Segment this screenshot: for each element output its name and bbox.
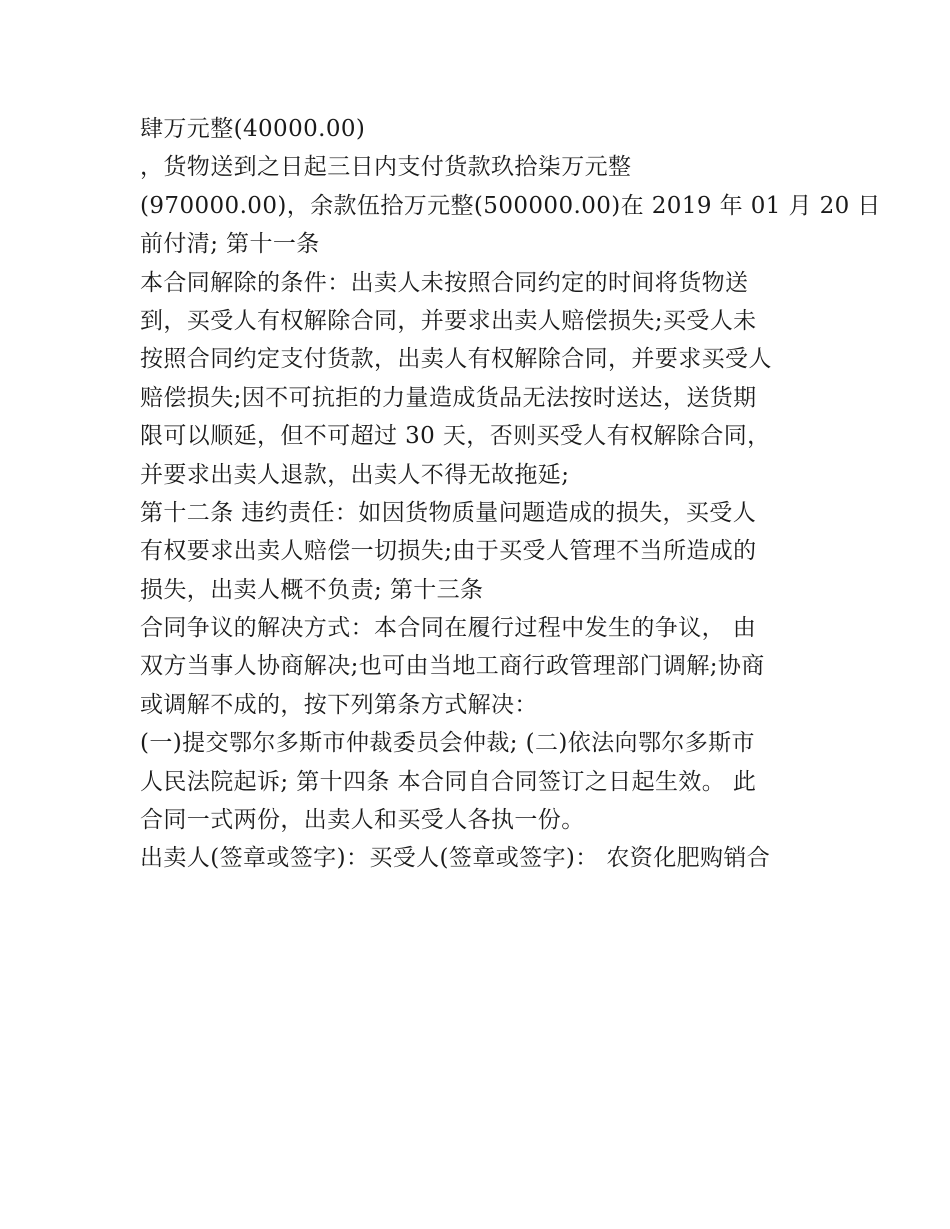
text-line: 人民法院起诉; 第十四条 本合同自合同签订之日起生效。 此 xyxy=(140,768,757,795)
text-line: 到，买受人有权解除合同，并要求出卖人赔偿损失;买受人未 xyxy=(140,307,757,334)
text-line: 合同一式两份，出卖人和买受人各执一份。 xyxy=(140,807,585,834)
text-line: 前付清; 第十一条 xyxy=(140,231,320,258)
text-line: (970000.00)，余款伍拾万元整(500000.00)在 2019 年 01 月 20 日 xyxy=(140,192,881,219)
text-line: 按照合同约定支付货款，出卖人有权解除合同，并要求买受人 xyxy=(140,346,772,373)
text-line: 合同争议的解决方式：本合同在履行过程中发生的争议， 由 xyxy=(140,615,757,642)
contract-text-body xyxy=(140,110,881,878)
text-line: 并要求出卖人退款，出卖人不得无故拖延; xyxy=(140,461,570,488)
text-line: 双方当事人协商解决;也可由当地工商行政管理部门调解;协商 xyxy=(140,653,765,680)
text-line: 出卖人(签章或签字)：买受人(签章或签字)： 农资化肥购销合 xyxy=(140,845,771,872)
text-line: ，货物送到之日起三日内支付货款玖拾柒万元整 xyxy=(140,154,632,181)
text-line: (一)提交鄂尔多斯市仲裁委员会仲裁; (二)依法向鄂尔多斯市 xyxy=(140,730,755,757)
text-line: 本合同解除的条件：出卖人未按照合同约定的时间将货物送 xyxy=(140,269,749,296)
text-line: 损失，出卖人概不负责; 第十三条 xyxy=(140,576,484,603)
text-line: 有权要求出卖人赔偿一切损失;由于买受人管理不当所造成的 xyxy=(140,538,757,565)
text-line: 或调解不成的，按下列第条方式解决： xyxy=(140,691,538,718)
text-line: 赔偿损失;因不可抗拒的力量造成货品无法按时送达，送货期 xyxy=(140,384,757,411)
text-line: 肆万元整(40000.00) xyxy=(140,116,366,142)
text-line: 第十二条 违约责任：如因货物质量问题造成的损失，买受人 xyxy=(140,499,757,526)
text-line: 限可以顺延，但不可超过 30 天，否则买受人有权解除合同， xyxy=(140,423,771,450)
